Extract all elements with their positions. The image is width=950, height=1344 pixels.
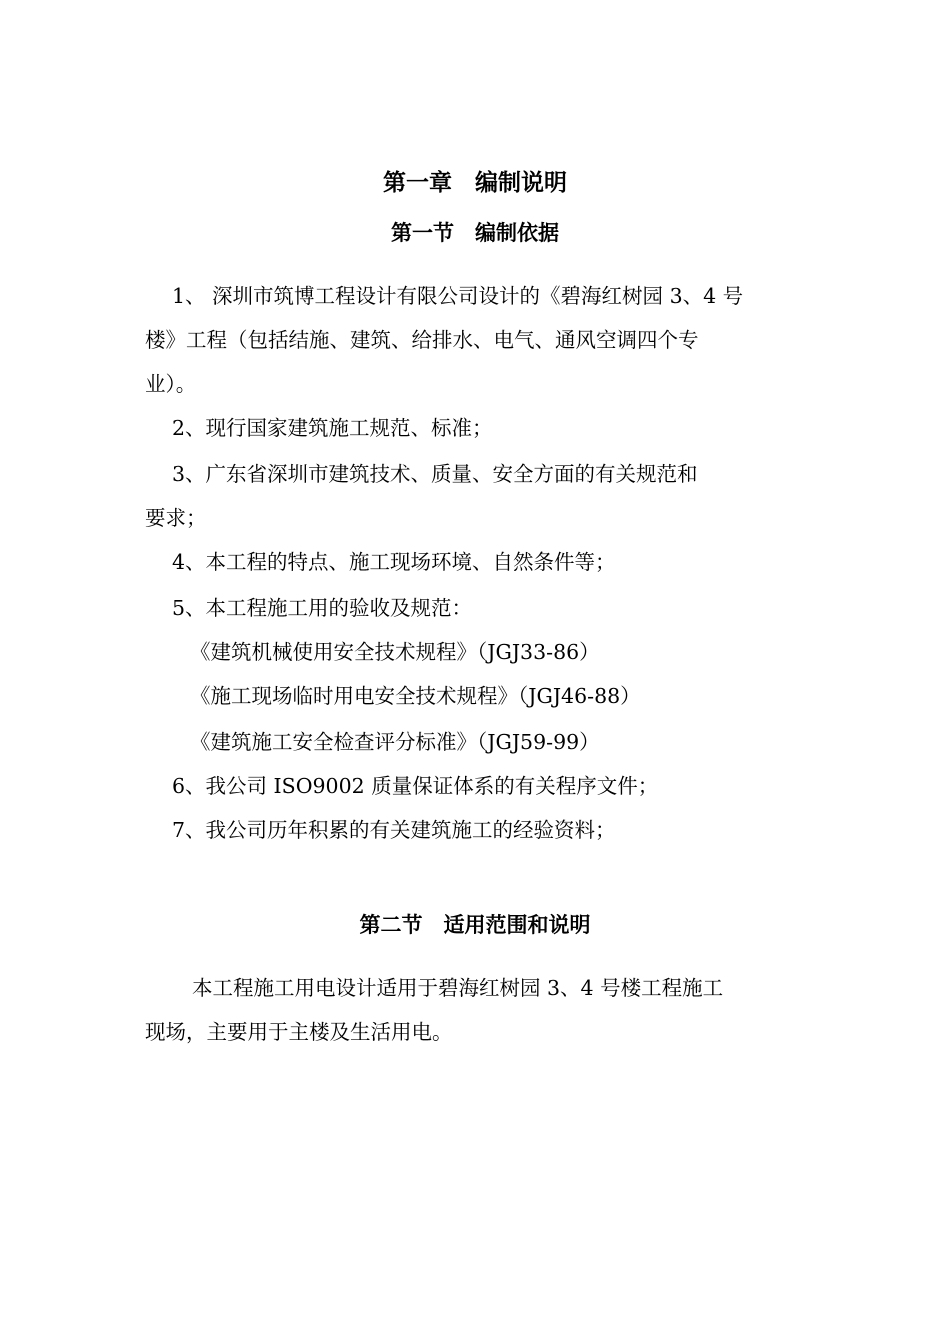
basis-item-6: 6、我公司 ISO9002 质量保证体系的有关程序文件； xyxy=(172,774,659,798)
basis-item-1-line-2: 楼》工程（包括结施、建筑、给排水、电气、通风空调四个专 xyxy=(145,328,699,352)
basis-item-5: 5、本工程施工用的验收及规范： xyxy=(172,596,473,620)
scope-paragraph-line-1: 本工程施工用电设计适用于碧海红树园 3、4 号楼工程施工 xyxy=(192,976,724,1000)
standard-jgj46: 《施工现场临时用电安全技术规程》（JGJ46-88） xyxy=(190,684,641,708)
basis-item-3-line-1: 3、广东省深圳市建筑技术、质量、安全方面的有关规范和 xyxy=(172,462,698,486)
standard-jgj33: 《建筑机械使用安全技术规程》（JGJ33-86） xyxy=(190,640,600,664)
basis-item-1-line-1: 1、 深圳市筑博工程设计有限公司设计的《碧海红树园 3、4 号 xyxy=(172,284,744,308)
standard-jgj59: 《建筑施工安全检查评分标准》（JGJ59-99） xyxy=(190,730,600,754)
basis-item-4: 4、本工程的特点、施工现场环境、自然条件等； xyxy=(172,550,616,574)
basis-item-2: 2、现行国家建筑施工规范、标准； xyxy=(172,416,493,440)
scope-paragraph-line-2: 现场，主要用于主楼及生活用电。 xyxy=(145,1020,453,1044)
chapter-title: 第一章 编制说明 xyxy=(383,170,567,196)
basis-item-3-line-2: 要求； xyxy=(145,506,207,530)
section-title-scope: 第二节 适用范围和说明 xyxy=(359,913,591,937)
basis-item-7: 7、我公司历年积累的有关建筑施工的经验资料； xyxy=(172,818,616,842)
section-title-basis: 第一节 编制依据 xyxy=(391,221,559,245)
basis-item-1-line-3: 业）。 xyxy=(145,372,197,396)
